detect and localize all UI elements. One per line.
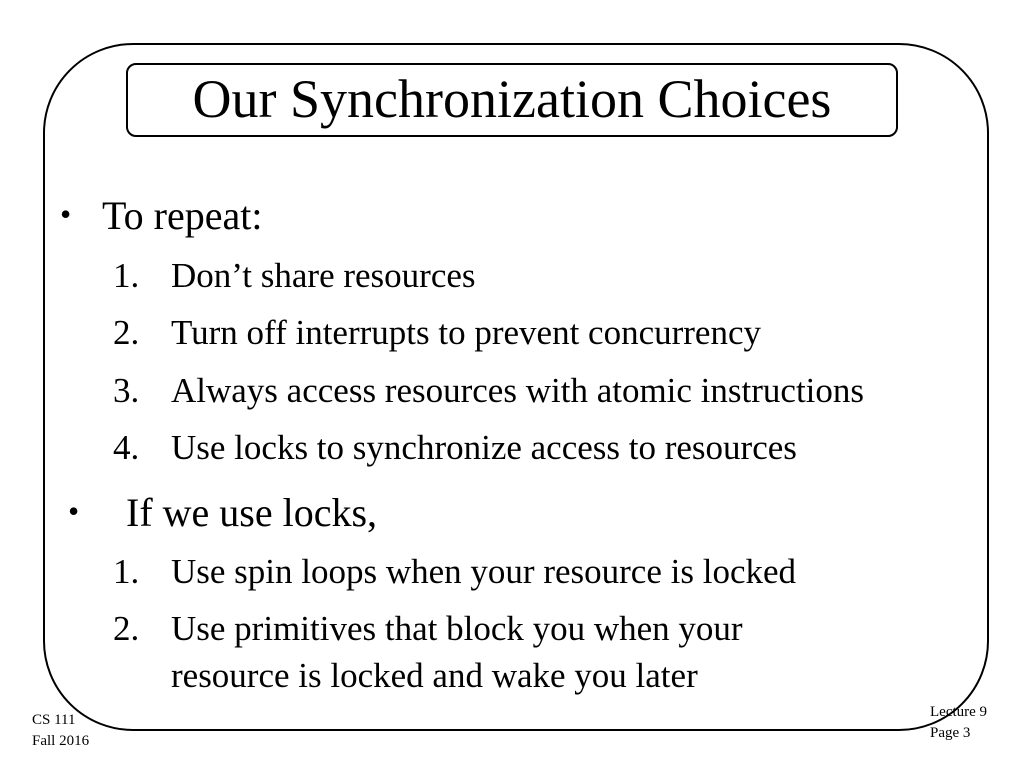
section-1-item-2-num: 2. (113, 313, 140, 352)
footer-page: Page 3 (930, 725, 971, 741)
footer-course: CS 111 (32, 712, 76, 728)
section-2-item-1: Use spin loops when your resource is locked (171, 552, 797, 591)
footer-lecture: Lecture 9 (930, 704, 988, 720)
section-1-item-4: Use locks to synchronize access to resources (171, 428, 797, 467)
section-2-heading: If we use locks, (126, 490, 378, 535)
section-1-item-4-num: 4. (113, 428, 140, 467)
section-2-item-2-line2: resource is locked and wake you later (171, 656, 698, 695)
section-2-item-2-line1: Use primitives that block you when your (171, 609, 743, 648)
title-box (126, 63, 898, 137)
section-1-item-1-num: 1. (113, 256, 140, 295)
bullet-1: • (60, 196, 72, 232)
section-1-item-3: Always access resources with atomic instructions (171, 371, 865, 410)
section-1-heading: To repeat: (102, 193, 263, 238)
section-1-item-3-num: 3. (113, 371, 140, 410)
section-2-item-1-num: 1. (113, 552, 140, 591)
section-2-item-2-num: 2. (113, 609, 140, 648)
bullet-2: • (68, 493, 80, 529)
section-1-item-1: Don’t share resources (171, 256, 476, 295)
footer-right (930, 702, 987, 744)
section-1-item-2: Turn off interrupts to prevent concurrency (171, 313, 761, 352)
footer-term: Fall 2016 (32, 733, 90, 749)
footer-left (32, 710, 89, 752)
slide-title: Our Synchronization Choices (192, 69, 832, 129)
